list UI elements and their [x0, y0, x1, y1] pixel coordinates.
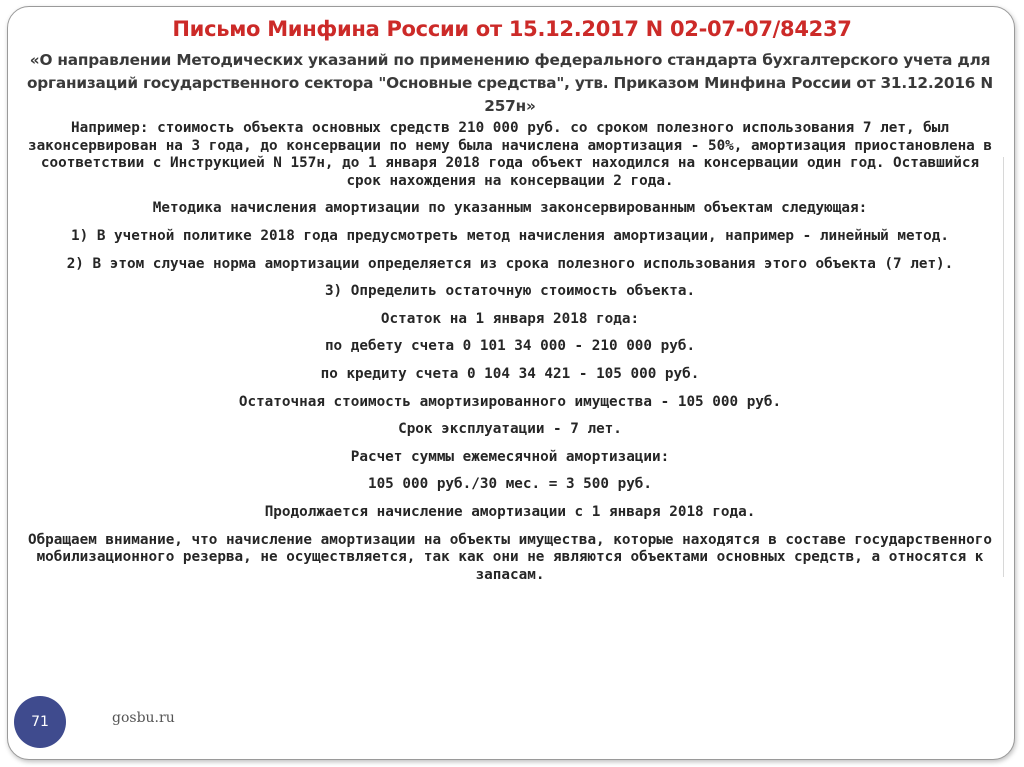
- source-label: gosbu.ru: [112, 710, 175, 726]
- page-number: 71: [31, 714, 49, 730]
- continuation-line: Продолжается начисление амортизации с 1 января 2018 года.: [264, 503, 756, 520]
- debit-line: по дебету счета 0 101 34 000 - 210 000 руб.: [324, 338, 696, 355]
- step-3: 3) Определить остаточную стоимость объекта.: [324, 283, 696, 300]
- example-paragraph: Например: стоимость объекта основных средств 210 000 руб. со сроком полезного использования 7 лет, был законсервирован на 3 года, до консервации по нему была начислена амортизация - 50%, амортизация приостановлена в соответствии с Инструкцией N 157н, до 1 января 2018 года объект находился на консервации один год. Оставшийся срок нахождения на консервации 2 года.: [27, 120, 993, 189]
- slide-body: [20, 120, 1000, 594]
- step-1: 1) В учетной политике 2018 года предусмотреть метод начисления амортизации, например - линейный метод.: [71, 227, 949, 244]
- credit-line: по кредиту счета 0 104 34 421 - 105 000 руб.: [320, 365, 700, 382]
- page-number-badge: [14, 696, 66, 748]
- attention-note: Обращаем внимание, что начисление амортизации на объекты имущества, которые находятся в составе государственного мобилизационного резерва, не осуществляется, так как они не являются объектами основных средств, а относятся к запасам.: [27, 531, 993, 583]
- step-2: 2) В этом случае норма амортизации определяется из срока полезного использования этого объекта (7 лет).: [66, 255, 954, 272]
- slide-subtitle: «О направлении Методических указаний по применению федерального стандарта бухгалтерского учета для организаций государственного сектора "Основные средства", утв. Приказом Минфина России от 31.12.2016 N 257н»: [27, 51, 993, 115]
- method-intro: Методика начисления амортизации по указанным законсервированным объектам следующая:: [152, 200, 868, 217]
- balance-heading: Остаток на 1 января 2018 года:: [380, 310, 640, 327]
- residual-value-line: Остаточная стоимость амортизированного имущества - 105 000 руб.: [238, 393, 782, 410]
- slide-title: Письмо Минфина России от 15.12.2017 N 02-07-07/84237: [172, 17, 852, 41]
- service-term-line: Срок эксплуатации - 7 лет.: [398, 421, 622, 438]
- monthly-calc-heading: Расчет суммы ежемесячной амортизации:: [350, 448, 670, 465]
- monthly-calc-formula: 105 000 руб./30 мес. = 3 500 руб.: [367, 476, 653, 493]
